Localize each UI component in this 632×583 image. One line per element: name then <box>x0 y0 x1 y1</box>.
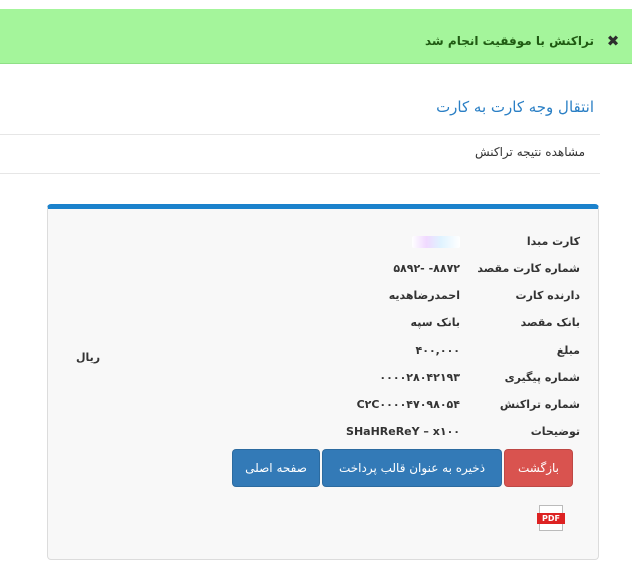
transaction-details-card <box>47 204 599 560</box>
row-dest-bank <box>48 316 600 336</box>
dest-card-label: شماره کارت مقصد <box>477 262 580 275</box>
tracking-number-label: شماره پیگیری <box>504 371 580 384</box>
dest-card-value: ۵۸۹۲- -۸۸۷۲ <box>393 262 460 275</box>
row-card-holder <box>48 289 600 309</box>
back-button[interactable]: بازگشت <box>504 449 573 487</box>
amount-value: ۴۰۰,۰۰۰ <box>415 344 460 357</box>
redacted-mask <box>412 236 460 248</box>
save-template-button[interactable]: ذخیره به عنوان قالب پرداخت <box>322 449 502 487</box>
description-label: توضیحات <box>530 425 580 438</box>
row-transaction-number <box>48 398 600 418</box>
pdf-download-icon[interactable] <box>539 505 563 531</box>
row-source-card <box>48 235 600 255</box>
success-alert <box>0 9 632 64</box>
divider <box>0 134 600 135</box>
tracking-number-value: ۰۰۰۰۲۸۰۴۲۱۹۳ <box>379 371 460 384</box>
amount-label: مبلغ <box>556 344 580 357</box>
transaction-number-label: شماره تراکنش <box>499 398 580 411</box>
description-value: SHaHReReY – x۱۰۰ <box>346 425 460 438</box>
row-tracking-number <box>48 371 600 391</box>
row-dest-card <box>48 262 600 282</box>
pdf-label: PDF <box>537 513 565 524</box>
source-card-value <box>412 235 460 248</box>
row-description <box>48 425 600 445</box>
source-card-label: کارت مبدا <box>526 235 580 248</box>
row-amount <box>48 344 600 364</box>
card-holder-value: احمدرضاهدیه <box>388 289 460 302</box>
close-icon[interactable]: ✖ <box>606 32 620 50</box>
divider <box>0 173 600 174</box>
section-subtitle: مشاهده نتیجه تراکنش <box>474 145 585 159</box>
amount-unit: ریال <box>76 351 101 364</box>
card-holder-label: دارنده کارت <box>515 289 580 302</box>
transaction-number-value: C۲C۰۰۰۰۴۷۰۹۸۰۵۴ <box>356 398 460 411</box>
alert-message: تراکنش با موفقیت انجام شد <box>425 34 594 48</box>
home-button[interactable]: صفحه اصلی <box>232 449 320 487</box>
dest-bank-label: بانک مقصد <box>520 316 580 329</box>
page-title: انتقال وجه کارت به کارت <box>436 98 594 116</box>
dest-bank-value: بانک سپه <box>410 316 460 329</box>
